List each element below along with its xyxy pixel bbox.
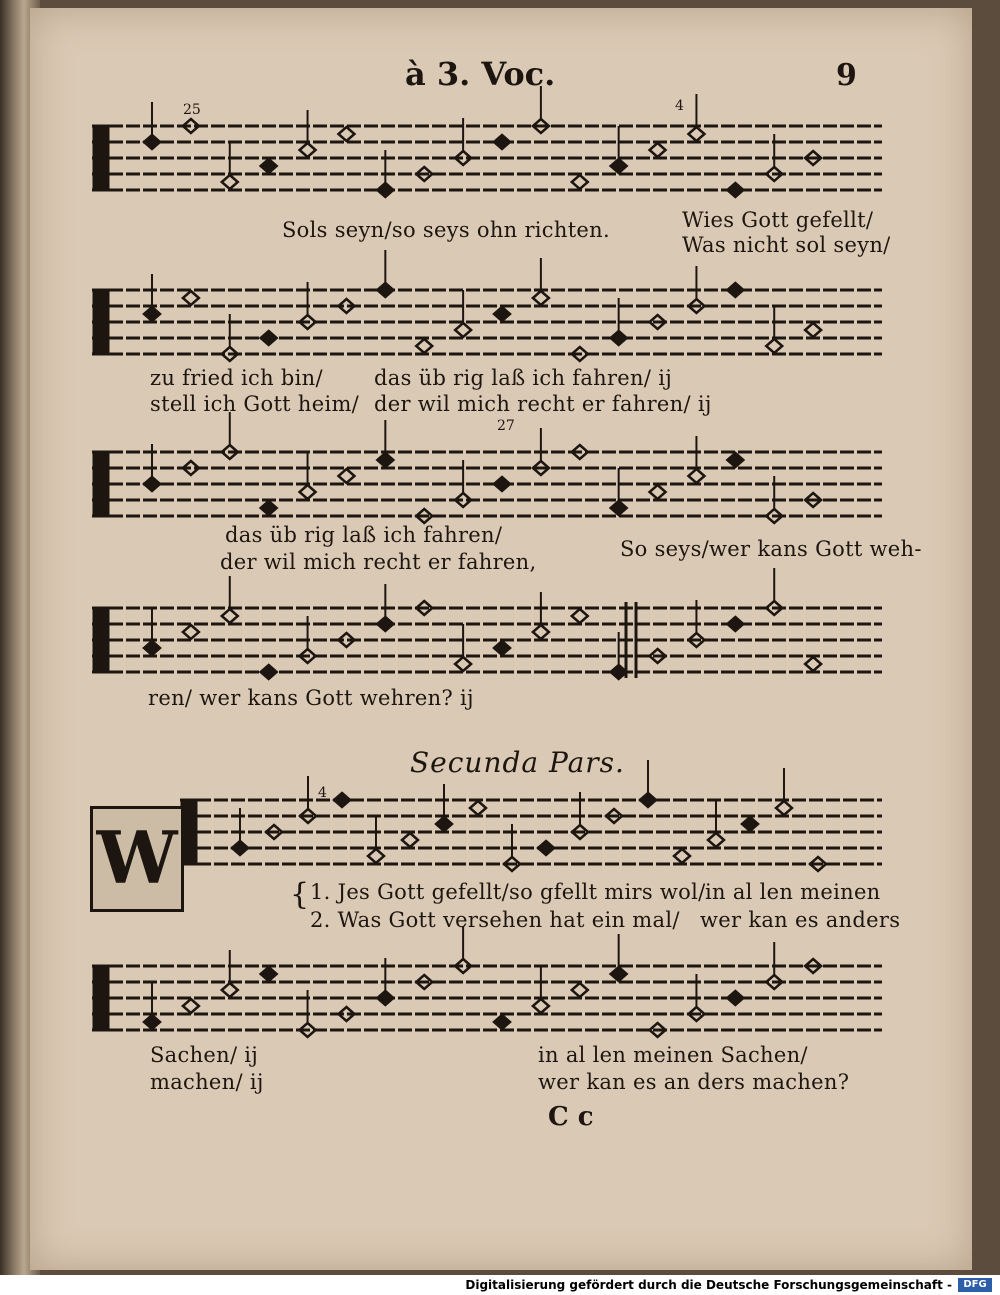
note-head <box>377 453 393 467</box>
note-head <box>611 665 627 679</box>
note-head <box>261 159 277 173</box>
verse-line: 2. Was Gott versehen hat ein mal/ <box>310 908 680 932</box>
note-head <box>727 453 743 467</box>
verse-brace: { <box>290 877 310 912</box>
note-head <box>742 817 758 831</box>
dfg-logo: DFG <box>958 1278 992 1292</box>
verse-line: 1. Jes Gott gefellt/so gfellt mirs wol/ <box>310 880 706 904</box>
note-head <box>377 617 393 631</box>
note-head <box>402 833 418 847</box>
note-head <box>144 1015 160 1029</box>
lyric-line: Was nicht sol seyn/ <box>682 233 891 257</box>
clef-mark <box>94 290 108 354</box>
note-head <box>572 609 588 623</box>
measure-number: 27 <box>497 418 515 434</box>
note-head <box>572 175 588 189</box>
note-head <box>805 323 821 337</box>
note-head <box>377 183 393 197</box>
note-head <box>300 143 316 157</box>
note-head <box>533 291 549 305</box>
note-head <box>377 991 393 1005</box>
note-head <box>727 183 743 197</box>
lyric-line: das üb rig laß ich fahren/ ij <box>374 366 673 390</box>
footer-bar <box>0 1275 1000 1295</box>
note-head <box>144 135 160 149</box>
note-head <box>222 983 238 997</box>
note-head <box>494 307 510 321</box>
note-head <box>688 469 704 483</box>
note-head <box>470 801 486 815</box>
note-head <box>416 339 432 353</box>
note-head <box>611 159 627 173</box>
note-head <box>494 477 510 491</box>
note-head <box>766 339 782 353</box>
verse-line: wer kan es anders <box>700 908 901 932</box>
note-head <box>455 323 471 337</box>
lyric-line: So seys/wer kans Gott weh- <box>620 537 922 561</box>
note-head <box>436 817 452 831</box>
note-head <box>776 801 792 815</box>
note-head <box>494 135 510 149</box>
clef-mark <box>94 452 108 516</box>
note-head <box>183 625 199 639</box>
note-head <box>222 609 238 623</box>
note-head <box>334 793 350 807</box>
note-head <box>338 469 354 483</box>
note-head <box>261 967 277 981</box>
note-head <box>300 485 316 499</box>
lyric-line: der wil mich recht er fahren/ ij <box>374 392 712 416</box>
note-head <box>650 485 666 499</box>
note-head <box>368 849 384 863</box>
note-head <box>144 641 160 655</box>
note-head <box>494 1015 510 1029</box>
lyric-line: der wil mich recht er fahren, <box>220 550 537 574</box>
note-head <box>650 143 666 157</box>
note-head <box>222 175 238 189</box>
lyric-line: ren/ wer kans Gott wehren? ij <box>148 686 474 710</box>
lyric-line: in al len meinen Sachen/ <box>538 1043 808 1067</box>
clef-mark <box>94 608 108 672</box>
clef-mark <box>94 966 108 1030</box>
note-head <box>688 127 704 141</box>
lyric-line: stell ich Gott heim/ <box>150 392 360 416</box>
note-head <box>144 307 160 321</box>
note-head <box>727 283 743 297</box>
note-head <box>183 291 199 305</box>
lyric-line: das üb rig laß ich fahren/ <box>225 523 503 547</box>
verse-line: in al len meinen <box>705 880 881 904</box>
lyric-line: zu fried ich bin/ <box>150 366 323 390</box>
signature-mark: C c <box>548 1102 594 1132</box>
decorated-initial: W <box>90 806 184 912</box>
note-head <box>338 127 354 141</box>
clef-mark <box>182 800 196 864</box>
measure-number: 4 <box>318 785 327 801</box>
note-head <box>538 841 554 855</box>
lyric-line: Sachen/ ij <box>150 1043 259 1067</box>
note-head <box>261 331 277 345</box>
note-head <box>805 657 821 671</box>
lyric-line: wer kan es an ders machen? <box>538 1070 850 1094</box>
note-head <box>232 841 248 855</box>
header-title: à 3. Voc. <box>405 55 556 93</box>
note-head <box>261 665 277 679</box>
clef-mark <box>94 126 108 190</box>
note-head <box>533 625 549 639</box>
note-head <box>611 967 627 981</box>
note-head <box>640 793 656 807</box>
note-head <box>377 283 393 297</box>
note-head <box>572 983 588 997</box>
measure-number: 25 <box>183 102 201 118</box>
footer-text: Digitalisierung gefördert durch die Deutsche Forschungsgemeinschaft - <box>465 1278 952 1292</box>
note-head <box>727 991 743 1005</box>
lyric-line: Sols seyn/so seys ohn richten. <box>282 218 610 242</box>
measure-number: 4 <box>675 98 684 114</box>
note-head <box>261 501 277 515</box>
note-head <box>708 833 724 847</box>
note-head <box>611 501 627 515</box>
lyric-line: machen/ ij <box>150 1070 264 1094</box>
note-head <box>727 617 743 631</box>
note-head <box>183 999 199 1013</box>
note-head <box>674 849 690 863</box>
page-number: 9 <box>836 58 857 93</box>
note-head <box>455 657 471 671</box>
note-head <box>144 477 160 491</box>
lyric-line: Wies Gott gefellt/ <box>682 208 874 232</box>
section-title: Secunda Pars. <box>410 746 625 779</box>
note-head <box>611 331 627 345</box>
note-head <box>533 999 549 1013</box>
note-head <box>494 641 510 655</box>
